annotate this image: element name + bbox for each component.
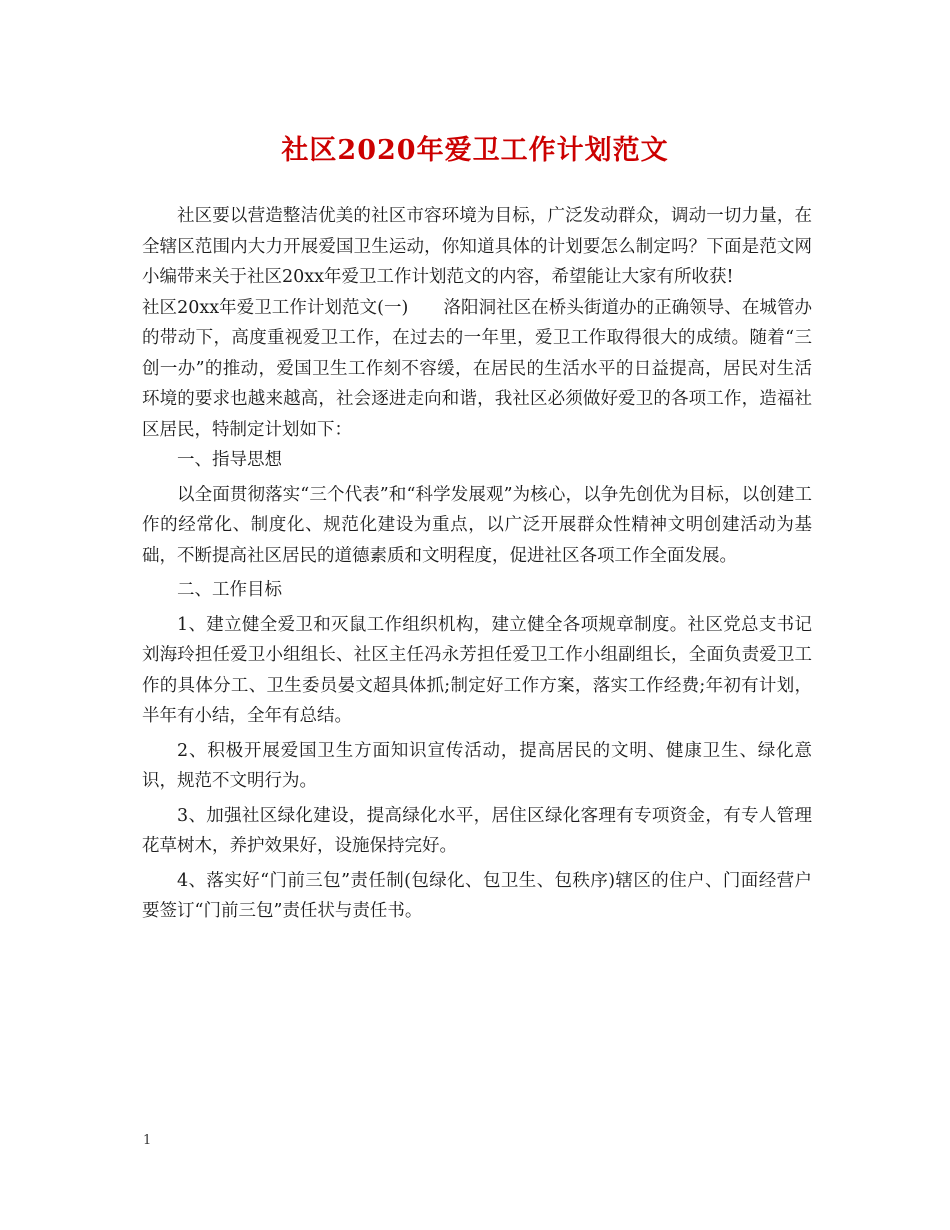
heading-guiding-ideology: 一、指导思想 — [177, 450, 282, 470]
goal-item-4: 4、落实好“门前三包”责任制(包绿化、包卫生、包秩序)辖区的住户、门面经营户要签订“门前三包”责任状与责任书。 — [142, 870, 812, 921]
document-body — [142, 201, 812, 927]
goal-item-3: 3、加强社区绿化建设，提高绿化水平，居住区绿化客理有专项资金，有专人管理花草树木，养护效果好，设施保持完好。 — [142, 805, 812, 856]
paragraph-guiding-ideology: 以全面贯彻落实“三个代表”和“科学发展观”为核心，以争先创优为目标，以创建工作的经常化、制度化、规范化建设为重点，以广泛开展群众性精神文明创建活动为基础，不断提高社区居民的道德素质和文明程度，促进社区各项工作全面发展。 — [142, 484, 812, 566]
page-number: 1 — [143, 1133, 152, 1148]
document-title: 社区2020年爱卫工作计划范文 — [281, 135, 669, 166]
heading-work-goals: 二、工作目标 — [177, 580, 282, 600]
section-paragraph-1: 社区20xx年爱卫工作计划范文(一) 洛阳洞社区在桥头街道办的正确领导、在城管办的带动下，高度重视爱卫工作，在过去的一年里，爱卫工作取得很大的成绩。随着“三创一办”的推动，爱国卫生工作刻不容缓，在居民的生活水平的日益提高，居民对生活环境的要求也越来越高，社会逐进走向和谐，我社区必须做好爱卫的各项工作，造福社区居民，特制定计划如下： — [142, 297, 812, 440]
goal-item-1: 1、建立健全爱卫和灭鼠工作组织机构，建立健全各项规章制度。社区党总支书记刘海玲担任爱卫小组组长、社区主任冯永芳担任爱卫工作小组副组长，全面负责爱卫工作的具体分工、卫生委员晏文超具体抓;制定好工作方案，落实工作经费;年初有计划，半年有小结，全年有总结。 — [142, 614, 812, 726]
intro-paragraph: 社区要以营造整洁优美的社区市容环境为目标，广泛发动群众，调动一切力量，在全辖区范围内大力开展爱国卫生运动，你知道具体的计划要怎么制定吗？下面是范文网小编带来关于社区20xx年爱卫工作计划范文的内容，希望能让大家有所收获! — [142, 206, 812, 287]
goal-item-2: 2、积极开展爱国卫生方面知识宣传活动，提高居民的文明、健康卫生、绿化意识，规范不文明行为。 — [142, 740, 812, 791]
